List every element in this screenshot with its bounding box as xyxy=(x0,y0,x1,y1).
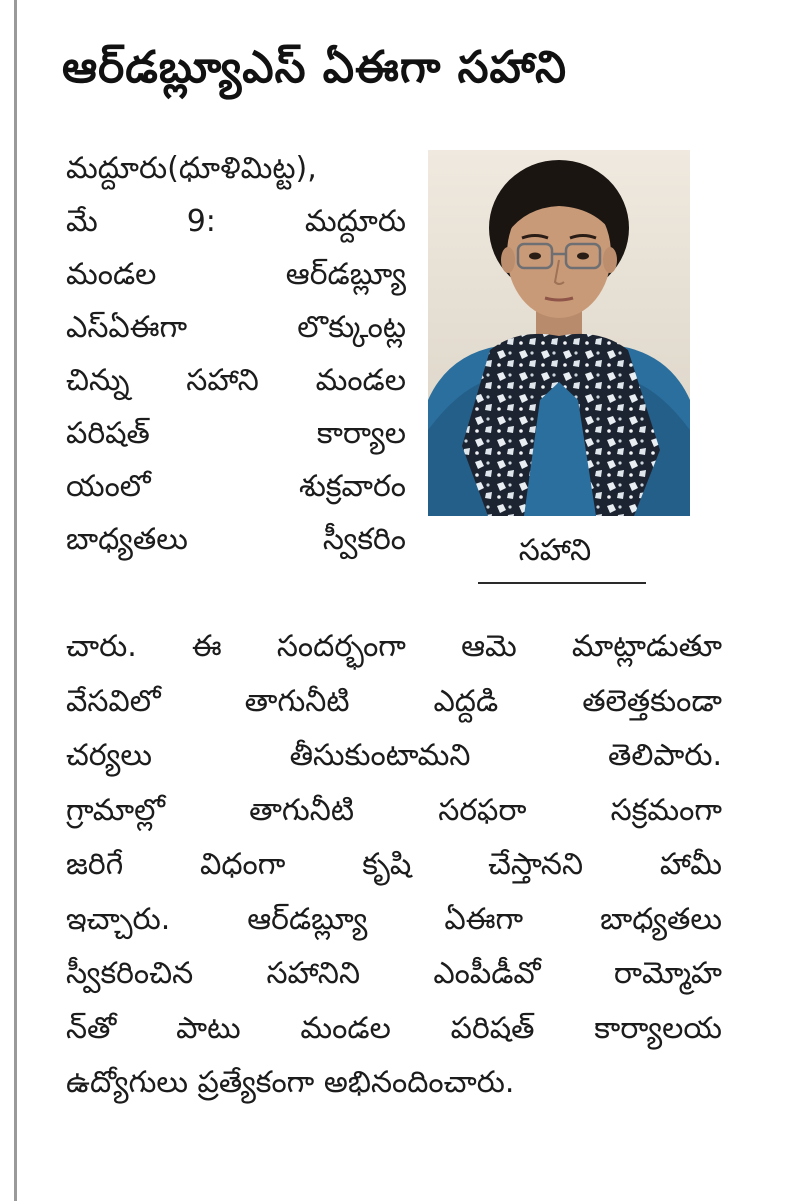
portrait-photo xyxy=(428,150,690,516)
body-line: పరిషత్ కార్యాల xyxy=(66,416,406,451)
body-line: జరిగే విధంగా కృషి చేస్తానని హామీ xyxy=(66,847,722,882)
photo-caption: సహాని xyxy=(518,533,592,568)
body-line: చర్యలు తీసుకుంటామని తెలిపారు. xyxy=(66,738,722,773)
body-line: ఇచ్చారు. ఆర్‌డబ్ల్యూ ఏఈగా బాధ్యతలు xyxy=(66,901,722,937)
body-line: చిన్ను సహాని మండల xyxy=(66,363,406,398)
body-line: ఎస్ఏఈగా లొక్కుంట్ల xyxy=(66,310,406,345)
body-line: మండల ఆర్‌డబ్ల్యూ xyxy=(66,257,406,292)
body-line: బాధ్యతలు స్వీకరిం xyxy=(66,522,406,557)
body-line: ఉద్యోగులు ప్రత్యేకంగా అభినందించారు. xyxy=(66,1065,515,1100)
body-line: న్‌తో పాటు మండల పరిషత్ కార్యాలయ xyxy=(66,1010,722,1046)
body-line: చారు. ఈ సందర్భంగా ఆమె మాట్లాడుతూ xyxy=(66,629,722,664)
column-divider xyxy=(14,0,17,1201)
article-headline: ఆర్‌డబ్ల్యూఎస్ ఏఈగా సహాని xyxy=(62,42,568,93)
body-line: వేసవిలో తాగునీటి ఎద్దడి తలెత్తకుండా xyxy=(66,683,722,719)
caption-underline xyxy=(478,582,646,584)
article-body-full xyxy=(66,620,722,1111)
body-line: మద్దూరు(ధూళిమిట్ట), xyxy=(66,151,317,186)
body-line: స్వీకరించిన సహానిని ఎంపీడీవో రామ్మోహ xyxy=(66,956,722,991)
body-line: మే 9: మద్దూరు xyxy=(66,204,406,239)
body-line: యంలో శుక్రవారం xyxy=(66,469,406,504)
article-body-narrow xyxy=(66,142,406,566)
body-line: గ్రామాల్లో తాగునీటి సరఫరా సక్రమంగా xyxy=(66,792,722,828)
